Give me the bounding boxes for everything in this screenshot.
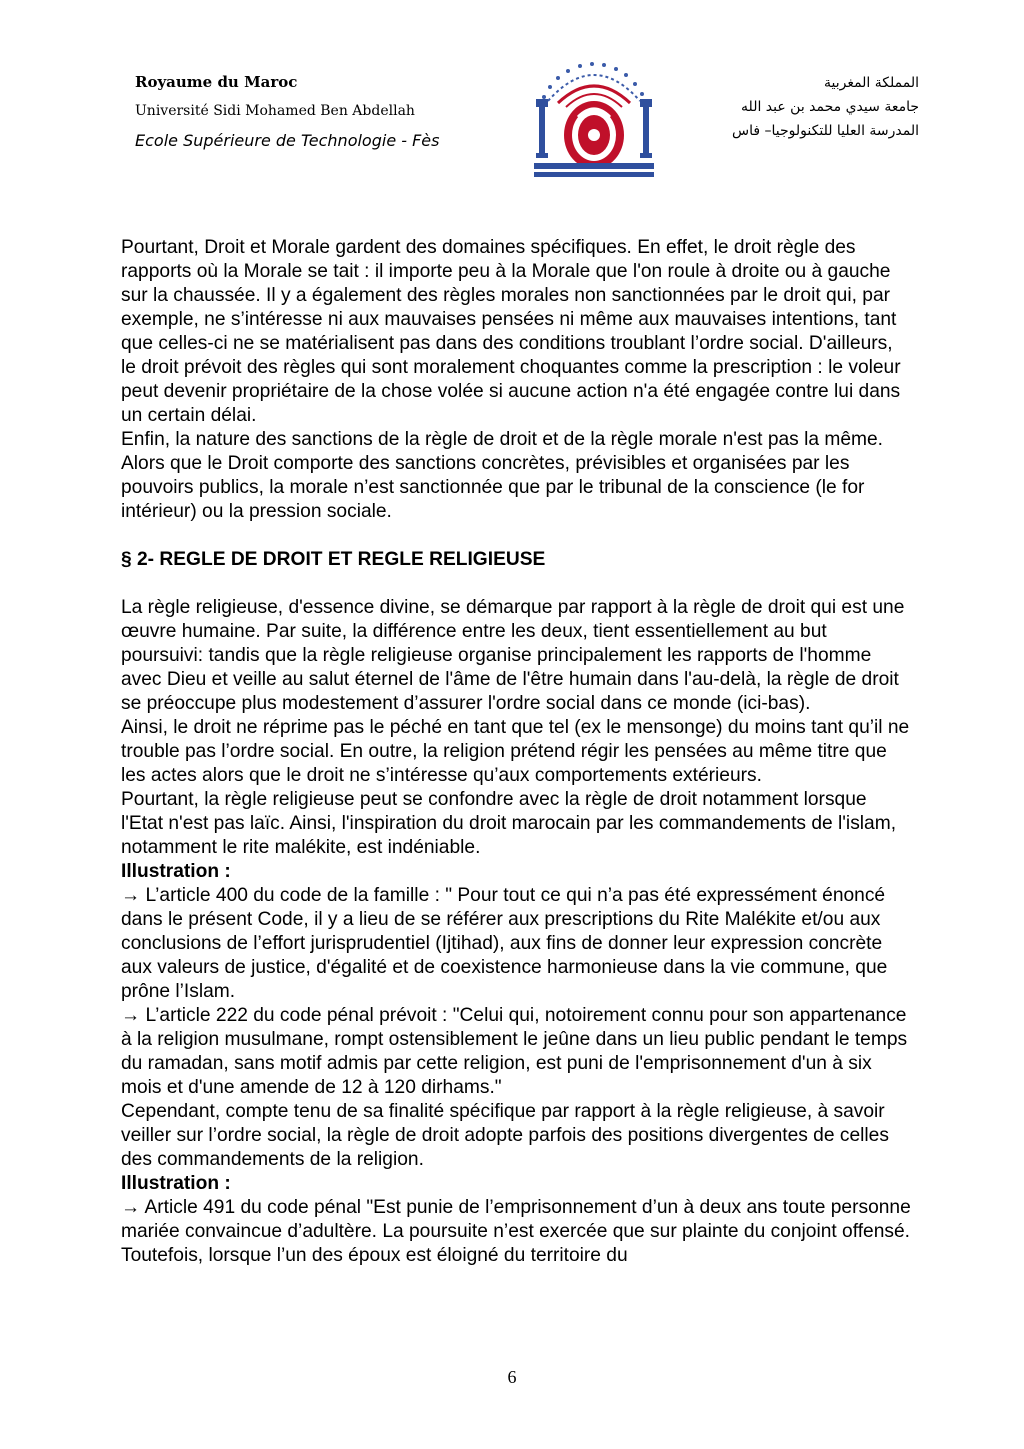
paragraph: → L’article 400 du code de la famille : " Pour tout ce qui n’a pas été expressément énoncé dans le présent Code, il y a lieu de se référer aux prescriptions du Rite Malékite et/ou aux conclusions de l’effort jurisprudentiel (Ijtihad), aux fins de donner leur expression concrète aux valeurs de justice, d'égalité et de coexistence harmonieuse dans la vie commune, que prône l’Islam. <box>121 885 888 1002</box>
header-right <box>659 72 919 144</box>
paragraph: Pourtant, la règle religieuse peut se confondre avec la règle de droit notamment lorsque l'Etat n'est pas laïc. Ainsi, l'inspiration du droit marocain par les commandements de l'islam, notamment le rite malékite, est indéniable. <box>121 789 897 858</box>
university-emblem-icon <box>528 57 660 185</box>
header-country-ar: المملكة المغربية <box>823 75 919 91</box>
illustration-label: Illustration : <box>121 861 231 882</box>
illustration-label: Illustration : <box>121 1173 231 1194</box>
paragraph: → Article 491 du code pénal "Est punie de l’emprisonnement d’un à deux ans toute personne mariée convaincue d’adultère. La poursuite n’est exercée que sur plainte du conjoint offensé. Toutefois, lorsque l’un des époux est éloigné du territoire du <box>121 1197 911 1266</box>
paragraph: Cependant, compte tenu de sa finalité spécifique par rapport à la règle religieuse, à savoir veiller sur l’ordre social, la règle de droit adopte parfois des positions divergentes de celles des commandements de la religion. <box>121 1101 889 1170</box>
header-school-ar: المدرسة العليا للتكنولوجيا– فاس <box>732 123 919 139</box>
paragraph: La règle religieuse, d'essence divine, se démarque par rapport à la règle de droit qui est une œuvre humaine. Par suite, la différence entre les deux, tient essentiellement au but poursuivi: tandis que la règle religieuse organise principalement les rapports de l'homme avec Dieu et veille au salut éternel de l'âme de l'être humain dans l'au-delà, la règle de droit se préoccupe plus modestement d’assurer l'ordre social dans ce monde (ici-bas). <box>121 597 905 714</box>
header-left <box>135 72 535 151</box>
header-school-fr: Ecole Supérieure de Technologie - Fès <box>135 131 440 150</box>
page-number: 6 <box>507 1367 517 1387</box>
paragraph: Ainsi, le droit ne réprime pas le péché en tant que tel (ex le mensonge) du moins tant qu’il ne trouble pas l’ordre social. En outre, la religion prétend régir les pensées au même titre que les actes alors que le droit ne s’intéresse qu’aux comportements extérieurs. <box>121 717 910 786</box>
header-university-ar: جامعة سيدي محمد بن عبد الله <box>741 99 919 115</box>
header-university-fr: Université Sidi Mohamed Ben Abdellah <box>135 103 415 119</box>
document-body <box>121 236 911 1268</box>
paragraph: Enfin, la nature des sanctions de la règle de droit et de la règle morale n'est pas la même. Alors que le Droit comporte des sanctions concrètes, prévisibles et organisées par les pouvoirs publics, la morale n’est sanctionnée que par le tribunal de la conscience (le for intérieur) ou la pression sociale. <box>121 429 884 522</box>
paragraph: → L’article 222 du code pénal prévoit : "Celui qui, notoirement connu pour son appartenance à la religion musulmane, rompt ostensiblement le jeûne dans un lieu public pendant le temps du ramadan, sans motif admis par cette religion, est puni de l'emprisonnement d'un à six mois et d'une amende de 12 à 120 dirhams." <box>121 1005 908 1098</box>
paragraph: Pourtant, Droit et Morale gardent des domaines spécifiques. En effet, le droit règle des rapports où la Morale se tait : il importe peu à la Morale que l'on roule à droite ou à gauche sur la chaussée. Il y a également des règles morales non sanctionnées par le droit qui, par exemple, ne s’intéresse ni aux mauvaises pensées ni même aux mauvaises intentions, tant que celles-ci ne se matérialisent pas dans des conditions troublant l’ordre social. D'ailleurs, le droit prévoit des règles qui sont moralement choquantes comme la prescription : le voleur peut devenir propriétaire de la chose volée si aucune action n'a été engagée contre lui dans un certain délai. <box>121 237 901 426</box>
section-heading: § 2- REGLE DE DROIT ET REGLE RELIGIEUSE <box>121 549 546 570</box>
header-country-fr: Royaume du Maroc <box>135 73 298 91</box>
